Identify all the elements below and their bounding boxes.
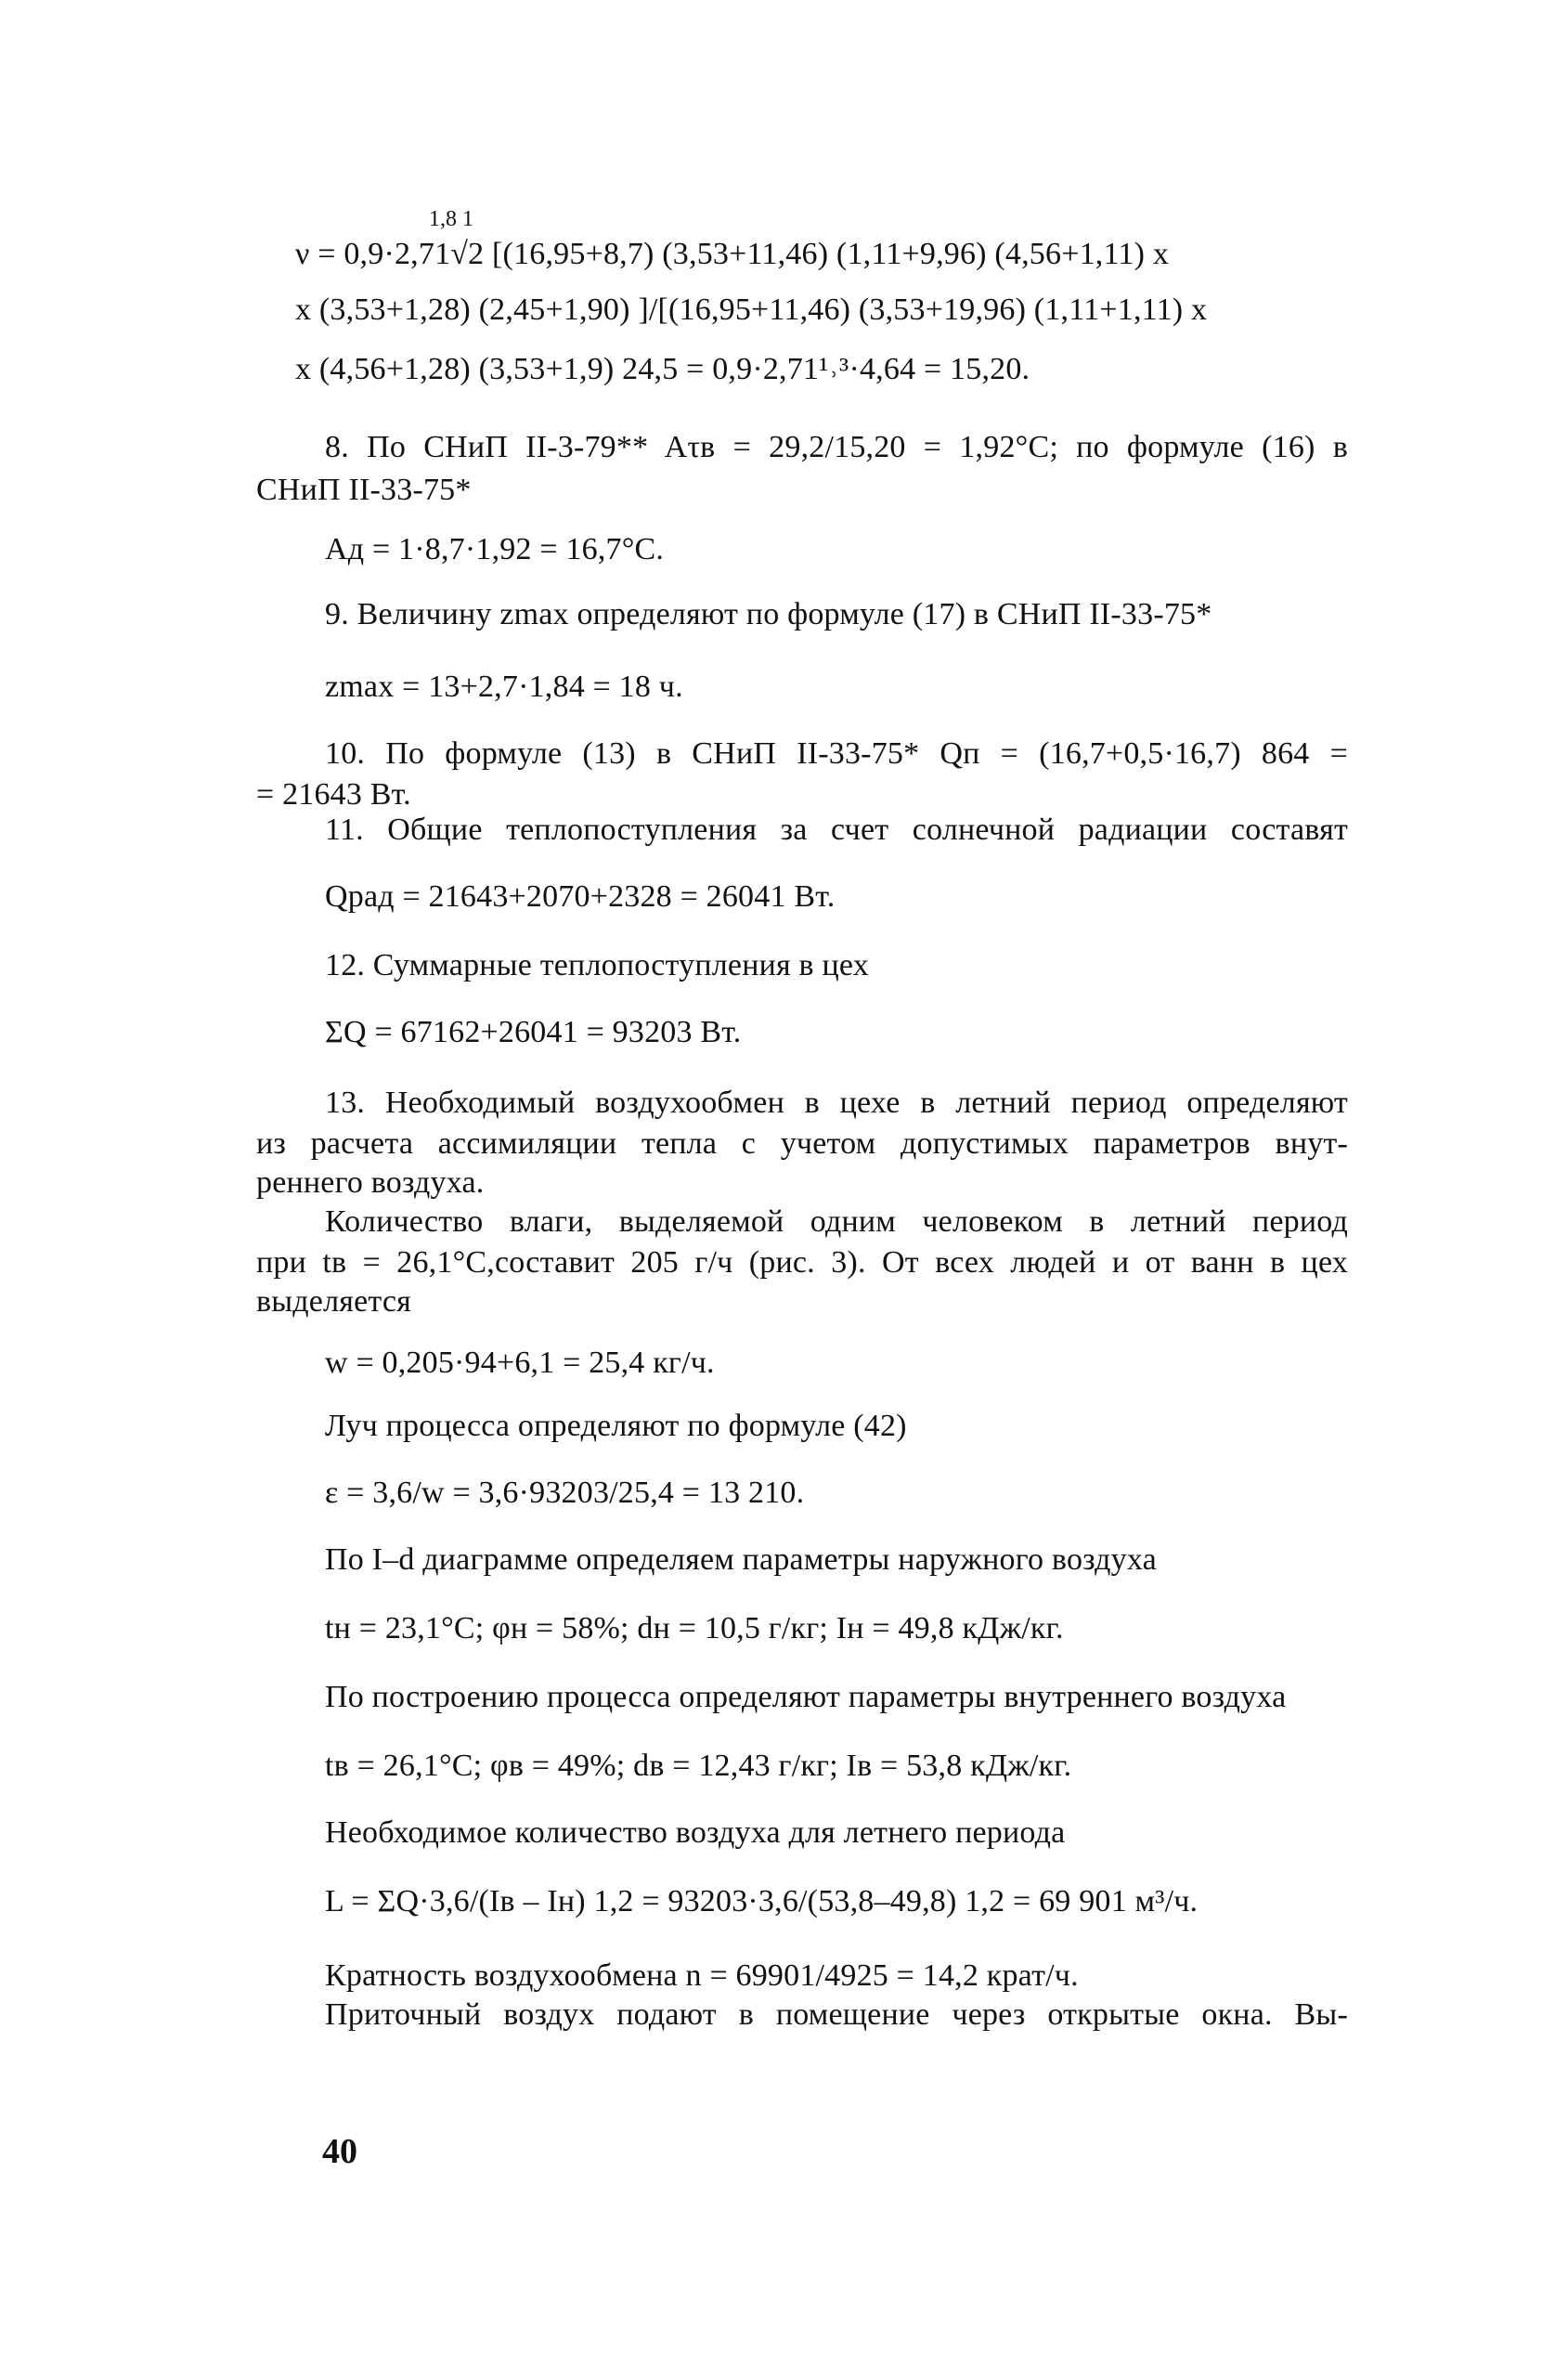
paragraph-line: из расчета ассимиляции тепла с учетом допустимых параметров внут- — [256, 1126, 1348, 1161]
formula-line: w = 0,205·94+6,1 = 25,4 кг/ч. — [325, 1346, 715, 1380]
paragraph-line: По построению процесса определяют параметры внутреннего воздуха — [325, 1680, 1287, 1714]
paragraph-line: 12. Суммарные теплопоступления в цех — [325, 948, 869, 982]
formula-line: Qрад = 21643+2070+2328 = 26041 Вт. — [325, 879, 836, 914]
paragraph-line: = 21643 Вт. — [256, 777, 411, 812]
formula-line: ν = 0,9·2,71√2 [(16,95+8,7) (3,53+11,46) (1,11+9,96) (4,56+1,11) x — [295, 237, 1170, 271]
paragraph-line: СНиП II-33-75* — [256, 473, 472, 507]
paragraph-line: при tв = 26,1°С,составит 205 г/ч (рис. 3). От всех людей и от ванн в цех — [256, 1245, 1348, 1280]
formula-line: zmax = 13+2,7·1,84 = 18 ч. — [325, 670, 683, 704]
paragraph-line: Количество влаги, выделяемой одним человеком в летний период — [325, 1204, 1348, 1239]
formula-line: tн = 23,1°С; φн = 58%; dн = 10,5 г/кг; Iн = 49,8 кДж/кг. — [325, 1611, 1064, 1645]
paragraph-line: Приточный воздух подают в помещение через открытые окна. Вы- — [325, 1997, 1348, 2032]
formula-line: ε = 3,6/w = 3,6·93203/25,4 = 13 210. — [325, 1476, 805, 1510]
formula-line: x (3,53+1,28) (2,45+1,90) ]/[(16,95+11,46) (3,53+19,96) (1,11+1,11) x — [295, 293, 1208, 327]
formula-line: x (4,56+1,28) (3,53+1,9) 24,5 = 0,9·2,71¹˒³·4,64 = 15,20. — [295, 352, 1030, 386]
formula-line: Aд = 1·8,7·1,92 = 16,7°С. — [325, 532, 665, 566]
paragraph-line: 9. Величину zmax определяют по формуле (17) в СНиП II-33-75* — [325, 597, 1212, 631]
exponent-fraction: 1,8 1 — [429, 207, 473, 231]
formula-line: ΣQ = 67162+26041 = 93203 Вт. — [325, 1015, 742, 1049]
paragraph-line: реннего воздуха. — [256, 1165, 485, 1200]
paragraph-line: 8. По СНиП II-3-79** Aτв = 29,2/15,20 = 1,92°С; по формуле (16) в — [325, 430, 1348, 464]
page-number: 40 — [322, 2132, 357, 2171]
paragraph-line: Необходимое количество воздуха для летнего периода — [325, 1815, 1066, 1850]
paragraph-line: Кратность воздухообмена n = 69901/4925 = 14,2 крат/ч. — [325, 1958, 1079, 1993]
formula-line: tв = 26,1°С; φв = 49%; dв = 12,43 г/кг; Iв = 53,8 кДж/кг. — [325, 1749, 1072, 1783]
paragraph-line: По I–d диаграмме определяем параметры наружного воздуха — [325, 1542, 1157, 1577]
paragraph-line: 10. По формуле (13) в СНиП II-33-75* Qп = (16,7+0,5·16,7) 864 = — [325, 736, 1348, 771]
paragraph-line: Луч процесса определяют по формуле (42) — [325, 1409, 907, 1443]
paragraph-line: выделяется — [256, 1284, 411, 1319]
formula-line: L = ΣQ·3,6/(Iв – Iн) 1,2 = 93203·3,6/(53,8–49,8) 1,2 = 69 901 м³/ч. — [325, 1884, 1199, 1918]
paragraph-line: 11. Общие теплопоступления за счет солнечной радиации составят — [325, 813, 1348, 847]
paragraph-line: 13. Необходимый воздухообмен в цехе в летний период определяют — [325, 1086, 1348, 1120]
